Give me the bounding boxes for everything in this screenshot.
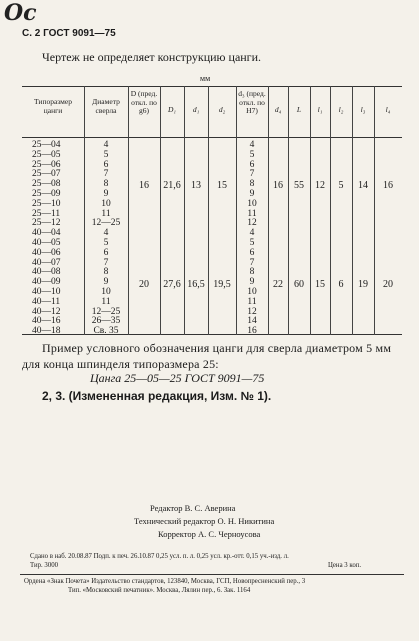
type-size-cell: 25—08 — [32, 179, 61, 190]
drill-diameter-cell: 11 — [101, 208, 111, 219]
header-l4: l₄ — [385, 105, 391, 114]
col-divider — [330, 86, 331, 335]
drill-diameter-cell: 5 — [103, 149, 109, 160]
drill-diameter-column — [86, 141, 126, 337]
header-d3: d₃ (пред. откл. по H7) — [238, 89, 266, 115]
edition-note: 2, 3. (Измененная редакция, Изм. № 1). — [42, 389, 272, 403]
header-d2: d₂ — [218, 105, 226, 114]
g25-L: 55 — [294, 180, 304, 191]
drill-diameter-cell: 8 — [103, 179, 109, 190]
drill-diameter-cell: 5 — [103, 237, 109, 248]
col-divider — [374, 86, 375, 335]
header-type-size: Типоразмер цанги — [34, 97, 72, 115]
g25-d2: 15 — [217, 180, 227, 191]
header-drill-diameter: Диаметр сверла — [92, 97, 120, 115]
drill-diameter-cell: 10 — [101, 286, 111, 297]
d3-cell: 14 — [247, 316, 257, 327]
d3-cell: 10 — [247, 286, 257, 297]
table-bottom-rule — [22, 334, 402, 335]
d3-cell: 5 — [249, 149, 255, 160]
g40-l3: 19 — [358, 279, 368, 290]
g40-d2: 19,5 — [213, 279, 231, 290]
d3-cell: 11 — [247, 208, 257, 219]
col-divider — [128, 86, 129, 335]
col-divider — [208, 86, 209, 335]
g25-D1: 21,6 — [163, 180, 181, 191]
type-size-column — [32, 141, 61, 337]
g40-D1: 27,6 — [163, 279, 181, 290]
col-divider — [160, 86, 161, 335]
drill-diameter-cell: Св. 35 — [93, 326, 119, 337]
d3-cell: 8 — [249, 267, 255, 278]
drill-diameter-cell: 26—35 — [91, 316, 121, 327]
d3-cell: 9 — [249, 188, 255, 199]
type-size-cell: 40—11 — [32, 296, 61, 307]
header-d4: d₄ — [274, 105, 282, 114]
g25-d4: 16 — [273, 180, 283, 191]
type-size-cell: 25—11 — [32, 208, 61, 219]
header-D: D (пред. откл. по g6) — [130, 89, 158, 115]
type-size-cell: 25—06 — [32, 159, 61, 170]
drill-diameter-cell: 6 — [103, 159, 109, 170]
d3-cell: 4 — [249, 140, 255, 150]
g40-D: 20 — [139, 279, 149, 290]
drill-diameter-cell: 9 — [103, 188, 109, 199]
d3-cell: 16 — [247, 326, 257, 337]
drill-diameter-cell: 6 — [103, 247, 109, 258]
drill-diameter-cell: 11 — [101, 296, 111, 307]
g40-l1: 15 — [315, 279, 325, 290]
col-divider — [288, 86, 289, 335]
g40-d1: 16,5 — [187, 279, 205, 290]
g25-l3: 14 — [358, 180, 368, 191]
g40-l2: 6 — [338, 279, 344, 290]
drill-diameter-cell: 12—25 — [91, 306, 121, 317]
g25-l4: 16 — [383, 180, 393, 191]
d3-column — [237, 141, 267, 337]
type-size-cell: 25—04 — [32, 140, 61, 150]
header-l3: l₃ — [360, 105, 366, 114]
d3-cell: 12 — [247, 306, 257, 317]
type-size-cell: 40—12 — [32, 306, 61, 317]
type-size-cell: 25—09 — [32, 188, 61, 199]
d3-cell: 6 — [249, 159, 255, 170]
d3-cell: 9 — [249, 277, 255, 288]
d3-cell: 10 — [247, 198, 257, 209]
d3-cell: 12 — [247, 218, 257, 229]
type-size-cell: 25—12 — [32, 218, 61, 229]
drill-diameter-cell: 10 — [101, 198, 111, 209]
d3-cell: 5 — [249, 237, 255, 248]
col-divider — [352, 86, 353, 335]
type-size-cell: 40—08 — [32, 267, 61, 278]
type-size-cell: 40—05 — [32, 237, 61, 248]
type-size-cell: 25—05 — [32, 149, 61, 160]
tech-editor-credit: Технический редактор О. Н. Никитина — [134, 516, 275, 526]
type-size-cell: 40—06 — [32, 247, 61, 258]
print-info-price: Цена 3 коп. — [328, 562, 362, 569]
drill-diameter-cell: 12—25 — [91, 218, 121, 229]
print-info-rule — [20, 574, 404, 575]
example-intro: Пример условного обозначения цанги для сверла диаметром 5 мм для конца шпинделя типоразмера 25: — [22, 341, 392, 371]
d3-cell: 6 — [249, 247, 255, 258]
d3-cell: 4 — [249, 228, 255, 239]
intro-text: Чертеж не определяет конструкцию цанги. — [42, 50, 262, 64]
example-designation: Цанга 25—05—25 ГОСТ 9091—75 — [90, 371, 265, 385]
col-divider — [184, 86, 185, 335]
header-D1: D₁ — [167, 105, 177, 114]
col-divider — [310, 86, 311, 335]
col-divider — [268, 86, 269, 335]
type-size-cell: 40—10 — [32, 286, 61, 297]
units-label: мм — [200, 74, 211, 83]
g25-l2: 5 — [338, 180, 344, 191]
header-l1: l₁ — [317, 105, 323, 114]
drill-diameter-cell: 4 — [103, 140, 109, 150]
table-header-rule — [22, 137, 402, 138]
g40-d4: 22 — [273, 279, 283, 290]
type-size-cell: 40—09 — [32, 277, 61, 288]
g25-d1: 13 — [191, 180, 201, 191]
publisher-line: Ордена «Знак Почета» Издательство стандартов, 123840, Москва, ГСП, Новопресненский пер., 3 — [24, 578, 306, 585]
d3-cell: 7 — [249, 257, 255, 268]
printer-line: Тип. «Московский печатник». Москва, Лялин пер., 6. Зак. 1164 — [68, 587, 251, 594]
type-size-cell: 40—18 — [32, 326, 61, 337]
page-header: С. 2 ГОСТ 9091—75 — [22, 28, 116, 39]
d3-cell: 8 — [249, 179, 255, 190]
type-size-cell: 25—10 — [32, 198, 61, 209]
header-d1: d₁ — [192, 105, 200, 114]
type-size-cell: 40—07 — [32, 257, 61, 268]
table-top-rule — [22, 86, 402, 87]
drill-diameter-cell: 7 — [103, 169, 109, 180]
proofreader-credit: Корректор А. С. Черноусова — [158, 529, 261, 539]
editor-credit: Редактор В. С. Аверина — [150, 503, 236, 513]
print-info-line1: Сдано в наб. 20.08.87 Подп. к печ. 26.10.87 0,25 усл. п. л. 0,25 усл. кр.-отт. 0,15 уч.-изд. л. — [30, 553, 289, 560]
g25-D: 16 — [139, 180, 149, 191]
type-size-cell: 40—04 — [32, 228, 61, 239]
print-info-circulation: Тир. 3000 — [30, 562, 59, 569]
drill-diameter-cell: 7 — [103, 257, 109, 268]
header-L: L — [296, 105, 302, 114]
handwritten-mark: Oс — [4, 0, 37, 26]
type-size-cell: 25—07 — [32, 169, 61, 180]
drill-diameter-cell: 4 — [103, 228, 109, 239]
d3-cell: 7 — [249, 169, 255, 180]
drill-diameter-cell: 8 — [103, 267, 109, 278]
type-size-cell: 40—16 — [32, 316, 61, 327]
g40-L: 60 — [294, 279, 304, 290]
g40-l4: 20 — [383, 279, 393, 290]
g25-l1: 12 — [315, 180, 325, 191]
col-divider — [84, 86, 85, 335]
d3-cell: 11 — [247, 296, 257, 307]
header-l2: l₂ — [338, 105, 344, 114]
drill-diameter-cell: 9 — [103, 277, 109, 288]
